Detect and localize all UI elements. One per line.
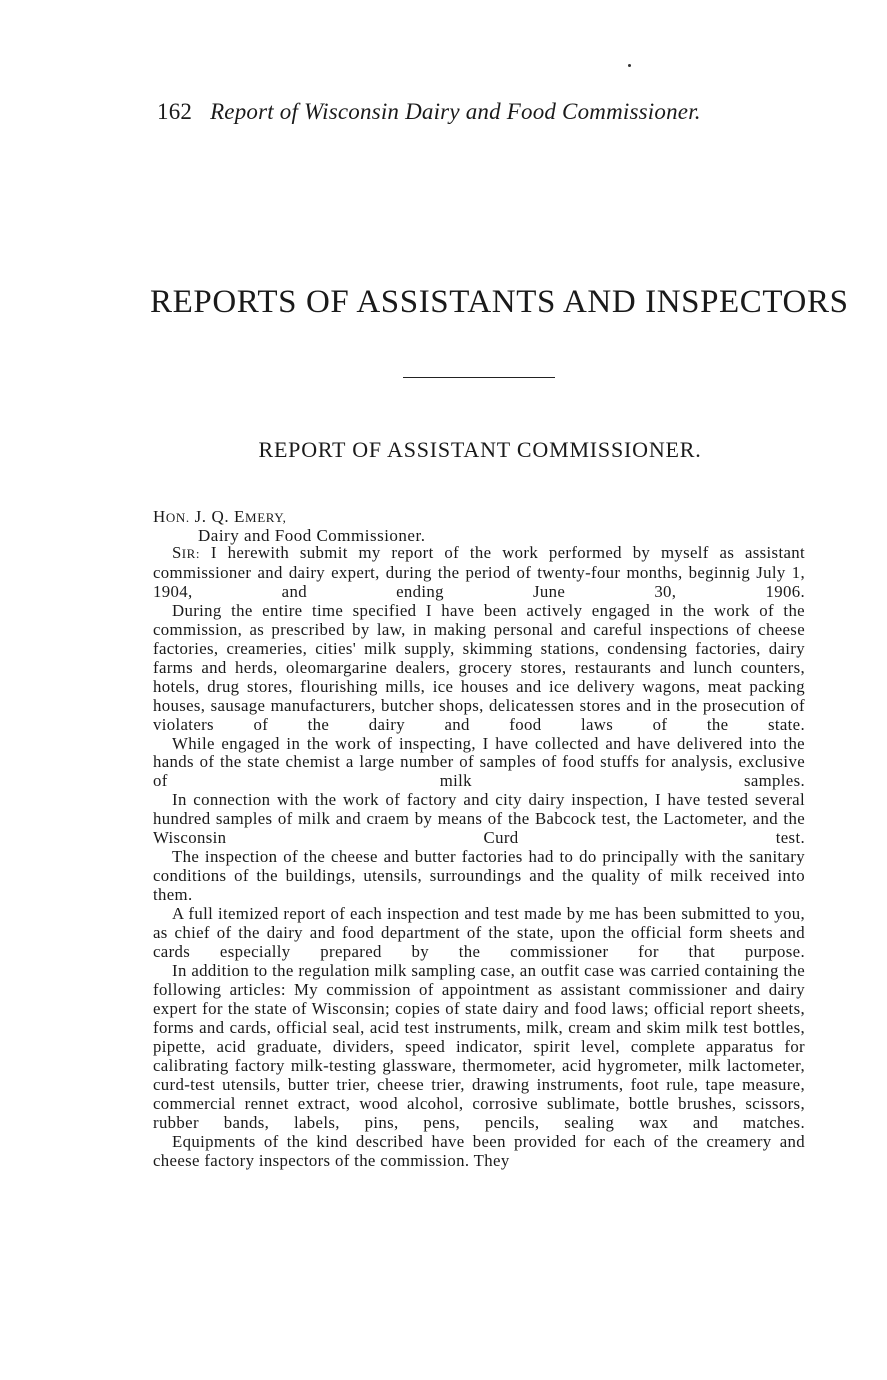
running-title: Report of Wisconsin Dairy and Food Commissioner.: [210, 99, 701, 124]
letter-body: [153, 544, 805, 1170]
paragraph: In connection with the work of factory and city dairy inspection, I have tested several hundred samples of milk and craem by means of the Babcock test, the Lactometer, and the Wisconsin Curd test.: [153, 790, 805, 848]
salutation: [172, 543, 200, 562]
paragraph: A full itemized report of each inspection and test made by me has been submitted to you, as chief of the dairy and food department of the state, upon the official form sheets and cards especially prepared by the commissioner for that purpose.: [153, 904, 805, 962]
salutation-cap: S: [172, 543, 182, 562]
paragraph: In addition to the regulation milk sampling case, an outfit case was carried containing the following articles: My commission of appointment as assistant commissioner and dairy expert for the state of Wisconsin; copies of state dairy and food laws; official report sheets, forms and cards, official seal, acid test instruments, milk, cream and skim milk test bottles, pipette, acid graduate, dividers, speed indicator, spirit level, complete apparatus for calibrating factory milk-testing glassware, thermometer, acid hygrometer, milk lactometer, curd-test utensils, butter trier, cheese trier, drawing instruments, foot rule, tape measure, commercial rennet extract, wood alcohol, corrosive sublimate, bottle brushes, scissors, rubber bands, labels, pins, pens, pencils, sealing wax and matches.: [153, 960, 805, 1132]
paragraph: During the entire time specified I have been actively engaged in the work of the commission, as prescribed by law, in making personal and careful inspections of cheese factories, creameries, cities' milk supply, skimming stations, condensing factories, dairy farms and herds, oleomargarine dealers, grocery stores, restaurants and lunch counters, hotels, drug stores, flourishing mills, ice houses and ice delivery wagons, meat packing houses, sausage manufacturers, butcher shops, delicatessen stores and in the prosecution of violaters of the dairy and food laws of the state.: [153, 600, 805, 734]
addressee-initials: J. Q. E: [189, 507, 246, 526]
paragraph: While engaged in the work of inspecting, I have collected and have delivered into the hands of the state chemist a large number of samples of food stuffs for analysis, exclusive of milk samples.: [153, 733, 805, 791]
addressee-prefix-small: ON.: [165, 510, 190, 525]
addressee-name: [153, 507, 286, 527]
page-number: 162: [157, 99, 193, 124]
addressee-surname-small: MERY,: [245, 510, 287, 525]
addressee-prefix: H: [153, 507, 166, 526]
paragraph: Equipments of the kind described have been provided for each of the creamery and cheese factory inspectors of the commission. They: [153, 1131, 805, 1170]
addressee-title: Dairy and Food Commissioner.: [198, 526, 426, 545]
ink-speck: [628, 64, 631, 67]
running-head: [157, 97, 797, 127]
report-subtitle: REPORT OF ASSISTANT COMMISSIONER.: [258, 437, 702, 462]
section-divider: [403, 377, 555, 378]
paragraph-text: I herewith submit my report of the work performed by myself as assistant commissioner and dairy expert, during the period of twenty-four months, beginnig July 1, 1904, and ending June 30, 1906.: [153, 543, 806, 601]
paragraph: [153, 544, 805, 602]
paragraph: The inspection of the cheese and butter factories had to do principally with the sanitary conditions of the buildings, utensils, surroundings and the quality of milk received into them.: [153, 847, 805, 905]
salutation-small: IR:: [181, 546, 201, 561]
section-title: REPORTS OF ASSISTANTS AND INSPECTORS: [150, 284, 849, 320]
